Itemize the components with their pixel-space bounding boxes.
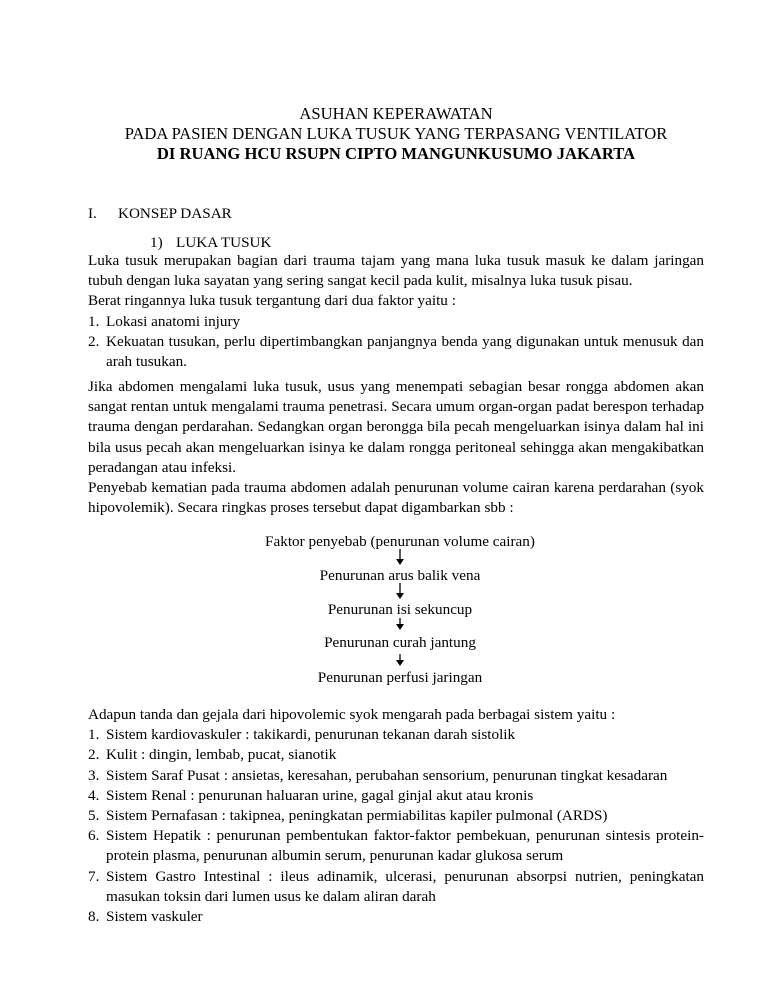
- list-number: 6.: [88, 827, 100, 845]
- paragraph-line: Berat ringannya luka tusuk tergantung dari dua faktor yaitu :: [88, 292, 456, 310]
- flow-node: Penurunan isi sekuncup: [327, 601, 473, 618]
- list-text: Kulit : dingin, lembab, pucat, sianotik: [106, 746, 337, 764]
- list-text: Kekuatan tusukan, perlu dipertimbangkan panjangnya benda yang digunakan untuk menusuk dan arah tusukan.: [106, 332, 704, 371]
- flow-node: Penurunan curah jantung: [324, 634, 476, 651]
- section-label: KONSEP DASAR: [118, 205, 232, 222]
- section-number: I.: [88, 205, 97, 222]
- subsection-label: LUKA TUSUK: [176, 234, 272, 251]
- paragraph-line: Luka tusuk merupakan bagian dari trauma tajam yang mana luka tusuk masuk ke dalam jaringan: [88, 252, 704, 269]
- list-number: 3.: [88, 766, 100, 784]
- symptoms-intro: Adapun tanda dan gejala dari hipovolemic syok mengarah pada berbagai sistem yaitu :: [88, 706, 616, 723]
- symptoms-section: [88, 705, 704, 927]
- list-item: [88, 786, 704, 806]
- list-item: [88, 806, 704, 826]
- list-number: 1.: [88, 312, 100, 330]
- paragraph-line: tubuh dengan luka sayatan yang sering sangat kecil pada kulit, misalnya luka tusuk pisau.: [88, 272, 633, 290]
- document-title-line-2: PADA PASIEN DENGAN LUKA TUSUK YANG TERPASANG VENTILATOR: [124, 124, 668, 143]
- factor-list: [88, 312, 704, 373]
- list-text: Sistem Pernafasan : takipnea, peningkatan permiabilitas kapiler pulmonal (ARDS): [106, 807, 608, 825]
- list-text: Sistem kardiovaskuler : takikardi, penurunan tekanan darah sistolik: [106, 726, 516, 744]
- flow-node: Penurunan perfusi jaringan: [317, 669, 483, 686]
- document-title-line-1: ASUHAN KEPERAWATAN: [299, 104, 493, 123]
- paragraph-abdomen: Jika abdomen mengalami luka tusuk, usus yang menempati sebagian besar rongga abdomen akan sangat rentan untuk mengalami trauma penetrasi. Secara umum organ-organ padat berespon terhadap trauma dengan perdarahan. Sedangkan organ berongga bila pecah mengeluarkan isinya dalam hal ini bila usus pecah akan mengeluarkan isinya ke dalam rongga peritoneal sehingga akan mengakibatkan peradangan atau infeksi.: [88, 378, 704, 476]
- list-item: [88, 826, 704, 866]
- list-text: Sistem Hepatik : penurunan pembentukan faktor-faktor pembekuan, penurunan sintesis protein-protein plasma, penurunan albumin serum, penurunan kadar glukosa serum: [106, 827, 704, 865]
- list-number: 2.: [88, 332, 100, 350]
- list-item: [88, 332, 704, 372]
- arrow-down-icon: [395, 549, 405, 565]
- list-text: Lokasi anatomi injury: [106, 312, 241, 330]
- list-item: [88, 725, 704, 745]
- list-number: 2.: [88, 746, 100, 764]
- list-text: Sistem vaskuler: [106, 908, 203, 926]
- symptom-list: [88, 725, 704, 927]
- subsection-heading: [150, 233, 272, 253]
- arrow-down-icon: [395, 583, 405, 599]
- list-item: [88, 907, 704, 927]
- document-title-line-3: DI RUANG HCU RSUPN CIPTO MANGUNKUSUMO JAKARTA: [156, 144, 636, 163]
- list-item: [88, 766, 704, 786]
- list-item: [88, 867, 704, 907]
- list-number: 8.: [88, 908, 100, 926]
- arrow-down-icon: [395, 654, 405, 666]
- list-text: Sistem Renal : penurunan haluaran urine, gagal ginjal akut atau kronis: [106, 786, 534, 804]
- section-heading: [88, 204, 232, 224]
- list-text: Sistem Gastro Intestinal : ileus adinamik, ulcerasi, penurunan absorpsi nutrien, peningkatan masukan toksin dari lumen usus ke dalam aliran darah: [106, 867, 704, 905]
- arrow-down-icon: [395, 618, 405, 630]
- subsection-number: 1): [150, 234, 163, 251]
- list-number: 7.: [88, 867, 100, 885]
- list-item: [88, 745, 704, 765]
- paragraph-penyebab: Penyebab kematian pada trauma abdomen adalah penurunan volume cairan karena perdarahan (syok hipovolemik). Secara ringkas proses tersebut dapat digambarkan sbb :: [88, 479, 704, 517]
- flow-node: Penurunan arus balik vena: [319, 567, 481, 584]
- list-item: [88, 312, 704, 332]
- paragraph-luka-tusuk: [88, 251, 704, 372]
- list-text: Sistem Saraf Pusat : ansietas, keresahan, perubahan sensorium, penurunan tingkat kesadaran: [106, 766, 668, 784]
- flow-node: Faktor penyebab (penurunan volume cairan): [265, 533, 535, 550]
- list-number: 1.: [88, 726, 100, 744]
- list-number: 4.: [88, 786, 100, 804]
- list-number: 5.: [88, 807, 100, 825]
